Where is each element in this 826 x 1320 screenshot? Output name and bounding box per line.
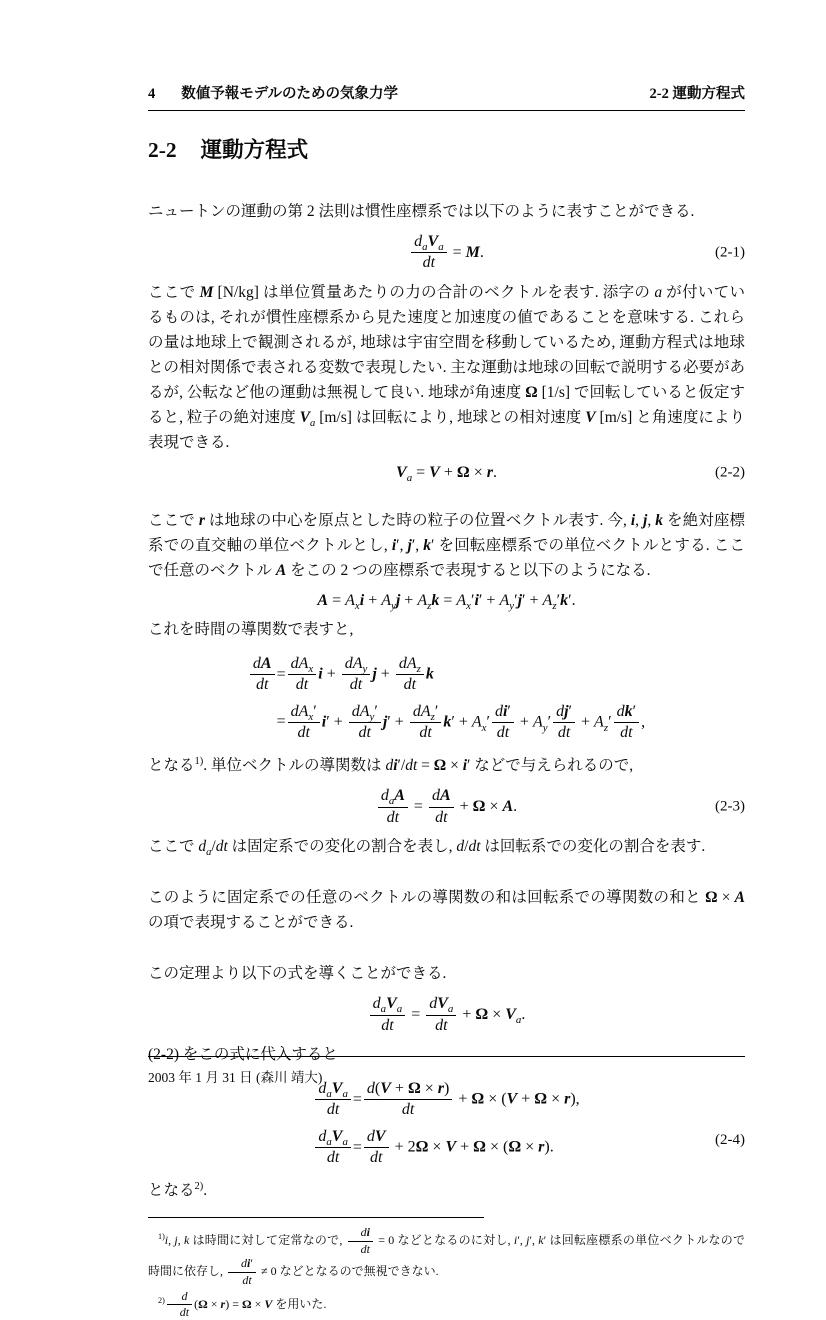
- running-section-title: 2-2 運動方程式: [649, 86, 745, 102]
- equation-theorem-body: $\frac{d_aV_a}{dt}$ = $\frac{dV_a}{dt}$ + $\Omega \times V_a$.: [368, 1006, 526, 1023]
- footer-date: 2003 年 1 月 31 日 (森川 靖大): [148, 1070, 323, 1085]
- equation-rhs: $\frac{d(V + \Omega \times r)}{dt}$ + Ω × (V + Ω × r),: [362, 1076, 580, 1124]
- paragraph-newton-law: ニュートンの運動の第 2 法則は慣性座標系では以下のように表すことができる.: [148, 203, 695, 220]
- equation-2-1-number: (2-1): [715, 244, 745, 261]
- footnote-2: $^{2)}$ $\frac{d}{dt}$ (Ω × r) = Ω × V を用いた.: [158, 1288, 327, 1320]
- section-number: 2-2: [148, 138, 177, 162]
- page-number: 4: [148, 86, 156, 102]
- aligned-equation-table: [313, 1076, 579, 1172]
- equation-vector-a: [148, 592, 745, 610]
- equation-rhs: $\frac{dA_x'}{dt}$ i′ + $\frac{dA_y'}{dt}$ j′ + $\frac{dA_z'}{dt}$ $k' + A_x'$ $\frac{di'}{dt}$ + $A_y'$ $\frac{dj'}{dt}$ + $A_z'$ $\frac{dk'}{dt}$ ,: [286, 699, 645, 747]
- footnote-rule: [148, 1217, 484, 1218]
- paragraph-force-vector: ここで M [N/kg] は単位質量あたりの力の合計のベクトルを表す. 添字の a が付いているものは, それが慣性座標系から見た速度と加速度の値であることを意味する. これらの量は地球上で観測されるが, 地球は宇宙空間を移動しているため, 運動方程式は地球との相対関係で表される変数で表現したい. 主な運動は地球の回転で説明する必要があるが, 公転など他の運動は無視して良い. 地球が角速度 Ω [1/s] で回転していると仮定すると, 粒子の絶対速度 $V_a$ [m/s] は回転により, 地球との相対速度 V [m/s] と角速度により表現できる.: [148, 283, 745, 451]
- equation-vector-a-body: $A = A_xi + A_yj + A_zk = A_x'i' + A_y'j' + A_z'k'$.: [317, 591, 576, 612]
- paragraph-position-vector: ここで r は地球の中心を原点とした時の粒子の位置ベクトル表す. 今, i, j, k を絶対座標系での直交軸の単位ベクトルとし, i′, j′, k′ を回転座標系での単位ベクトルとする. ここで任意のベクトル A をこの 2 つの座標系で表現すると以下のようになる.: [148, 511, 745, 579]
- equation-rhs: $\frac{dA_x}{dt}$ i + $\frac{dA_y}{dt}$ j + $\frac{dA_z}{dt}$ k: [286, 651, 645, 699]
- equation-rel: =: [276, 665, 286, 683]
- equation-rel: =: [352, 1090, 362, 1108]
- equation-rhs: $\frac{dV}{dt}$ + 2Ω × V + Ω × (Ω × r).: [362, 1124, 580, 1172]
- paragraph-result: となる$^{2)}$.: [148, 1181, 208, 1200]
- equation-2-3: [148, 787, 745, 827]
- equation-2-4-aligned: [148, 1076, 745, 1172]
- equation-2-1-body: $\frac{d_aV_a}{dt}$ = M.: [409, 244, 484, 261]
- aligned-equation-table: [248, 651, 645, 747]
- section-heading: [148, 137, 745, 163]
- paragraph-rate-of-change: ここで $d_a/dt$ は固定系での変化の割合を表し, d/dt は回転系での変化の割合を表す.: [148, 838, 706, 859]
- page-header: [148, 86, 745, 111]
- equation-2-4-number: (2-4): [715, 1132, 745, 1149]
- book-title: 数値予報モデルのための気象力学: [181, 86, 399, 102]
- equation-row: [248, 699, 645, 747]
- equation-lhs: $\frac{d_aV_a}{dt}$: [313, 1076, 353, 1124]
- equation-2-3-body: $\frac{d_aA}{dt}$ = $\frac{dA}{dt}$ + Ω × A.: [376, 798, 517, 815]
- equation-lhs: [248, 699, 277, 747]
- footnote-1: $^{1)}$i, j, k は時間に対して定常なので, $\frac{di}{dt}$ = 0 などとなるのに対し, i′, j′, k′ は回転座標系の単位ベクトルなので時間に依存し, $\frac{di'}{dt}$ ≠ 0 などとなるので無視できない.: [148, 1225, 746, 1287]
- equation-row: [248, 651, 645, 699]
- equation-rel: =: [352, 1138, 362, 1156]
- equation-lhs: $\frac{dA}{dt}$: [248, 651, 277, 699]
- section-title: 運動方程式: [200, 138, 309, 162]
- header-left: [148, 86, 398, 102]
- equation-2-1: [148, 233, 745, 273]
- equation-theorem: [148, 995, 745, 1035]
- footer-rule: [148, 1056, 745, 1057]
- paragraph-unit-vector-derivative: となる$^{1)}$. 単位ベクトルの導関数は di′/dt = Ω × i′ などで与えられるので,: [148, 756, 634, 775]
- page-footer: [148, 1056, 745, 1086]
- equation-rel: =: [276, 713, 286, 731]
- paragraph-substitute: (2-2) をこの式に代入すると: [148, 1045, 338, 1063]
- equation-2-3-number: (2-3): [715, 798, 745, 815]
- equation-2-2-number: (2-2): [715, 464, 745, 481]
- paragraph-theorem-intro: この定理より以下の式を導くことができる.: [148, 965, 447, 983]
- equation-da-dt-aligned: [148, 651, 745, 747]
- document-page: [148, 86, 745, 1320]
- equation-lhs: $\frac{d_aV_a}{dt}$: [313, 1124, 353, 1172]
- paragraph-fixed-rotating-frames: このように固定系での任意のベクトルの導関数の和は回転系での導関数の和と Ω × A の項で表現することができる.: [148, 889, 745, 932]
- paragraph-time-derivative: これを時間の導関数で表すと,: [148, 620, 354, 638]
- equation-row: [313, 1124, 579, 1172]
- equation-2-2: [148, 464, 745, 482]
- equation-2-2-body: $V_a = V + \Omega \times r$.: [396, 463, 497, 484]
